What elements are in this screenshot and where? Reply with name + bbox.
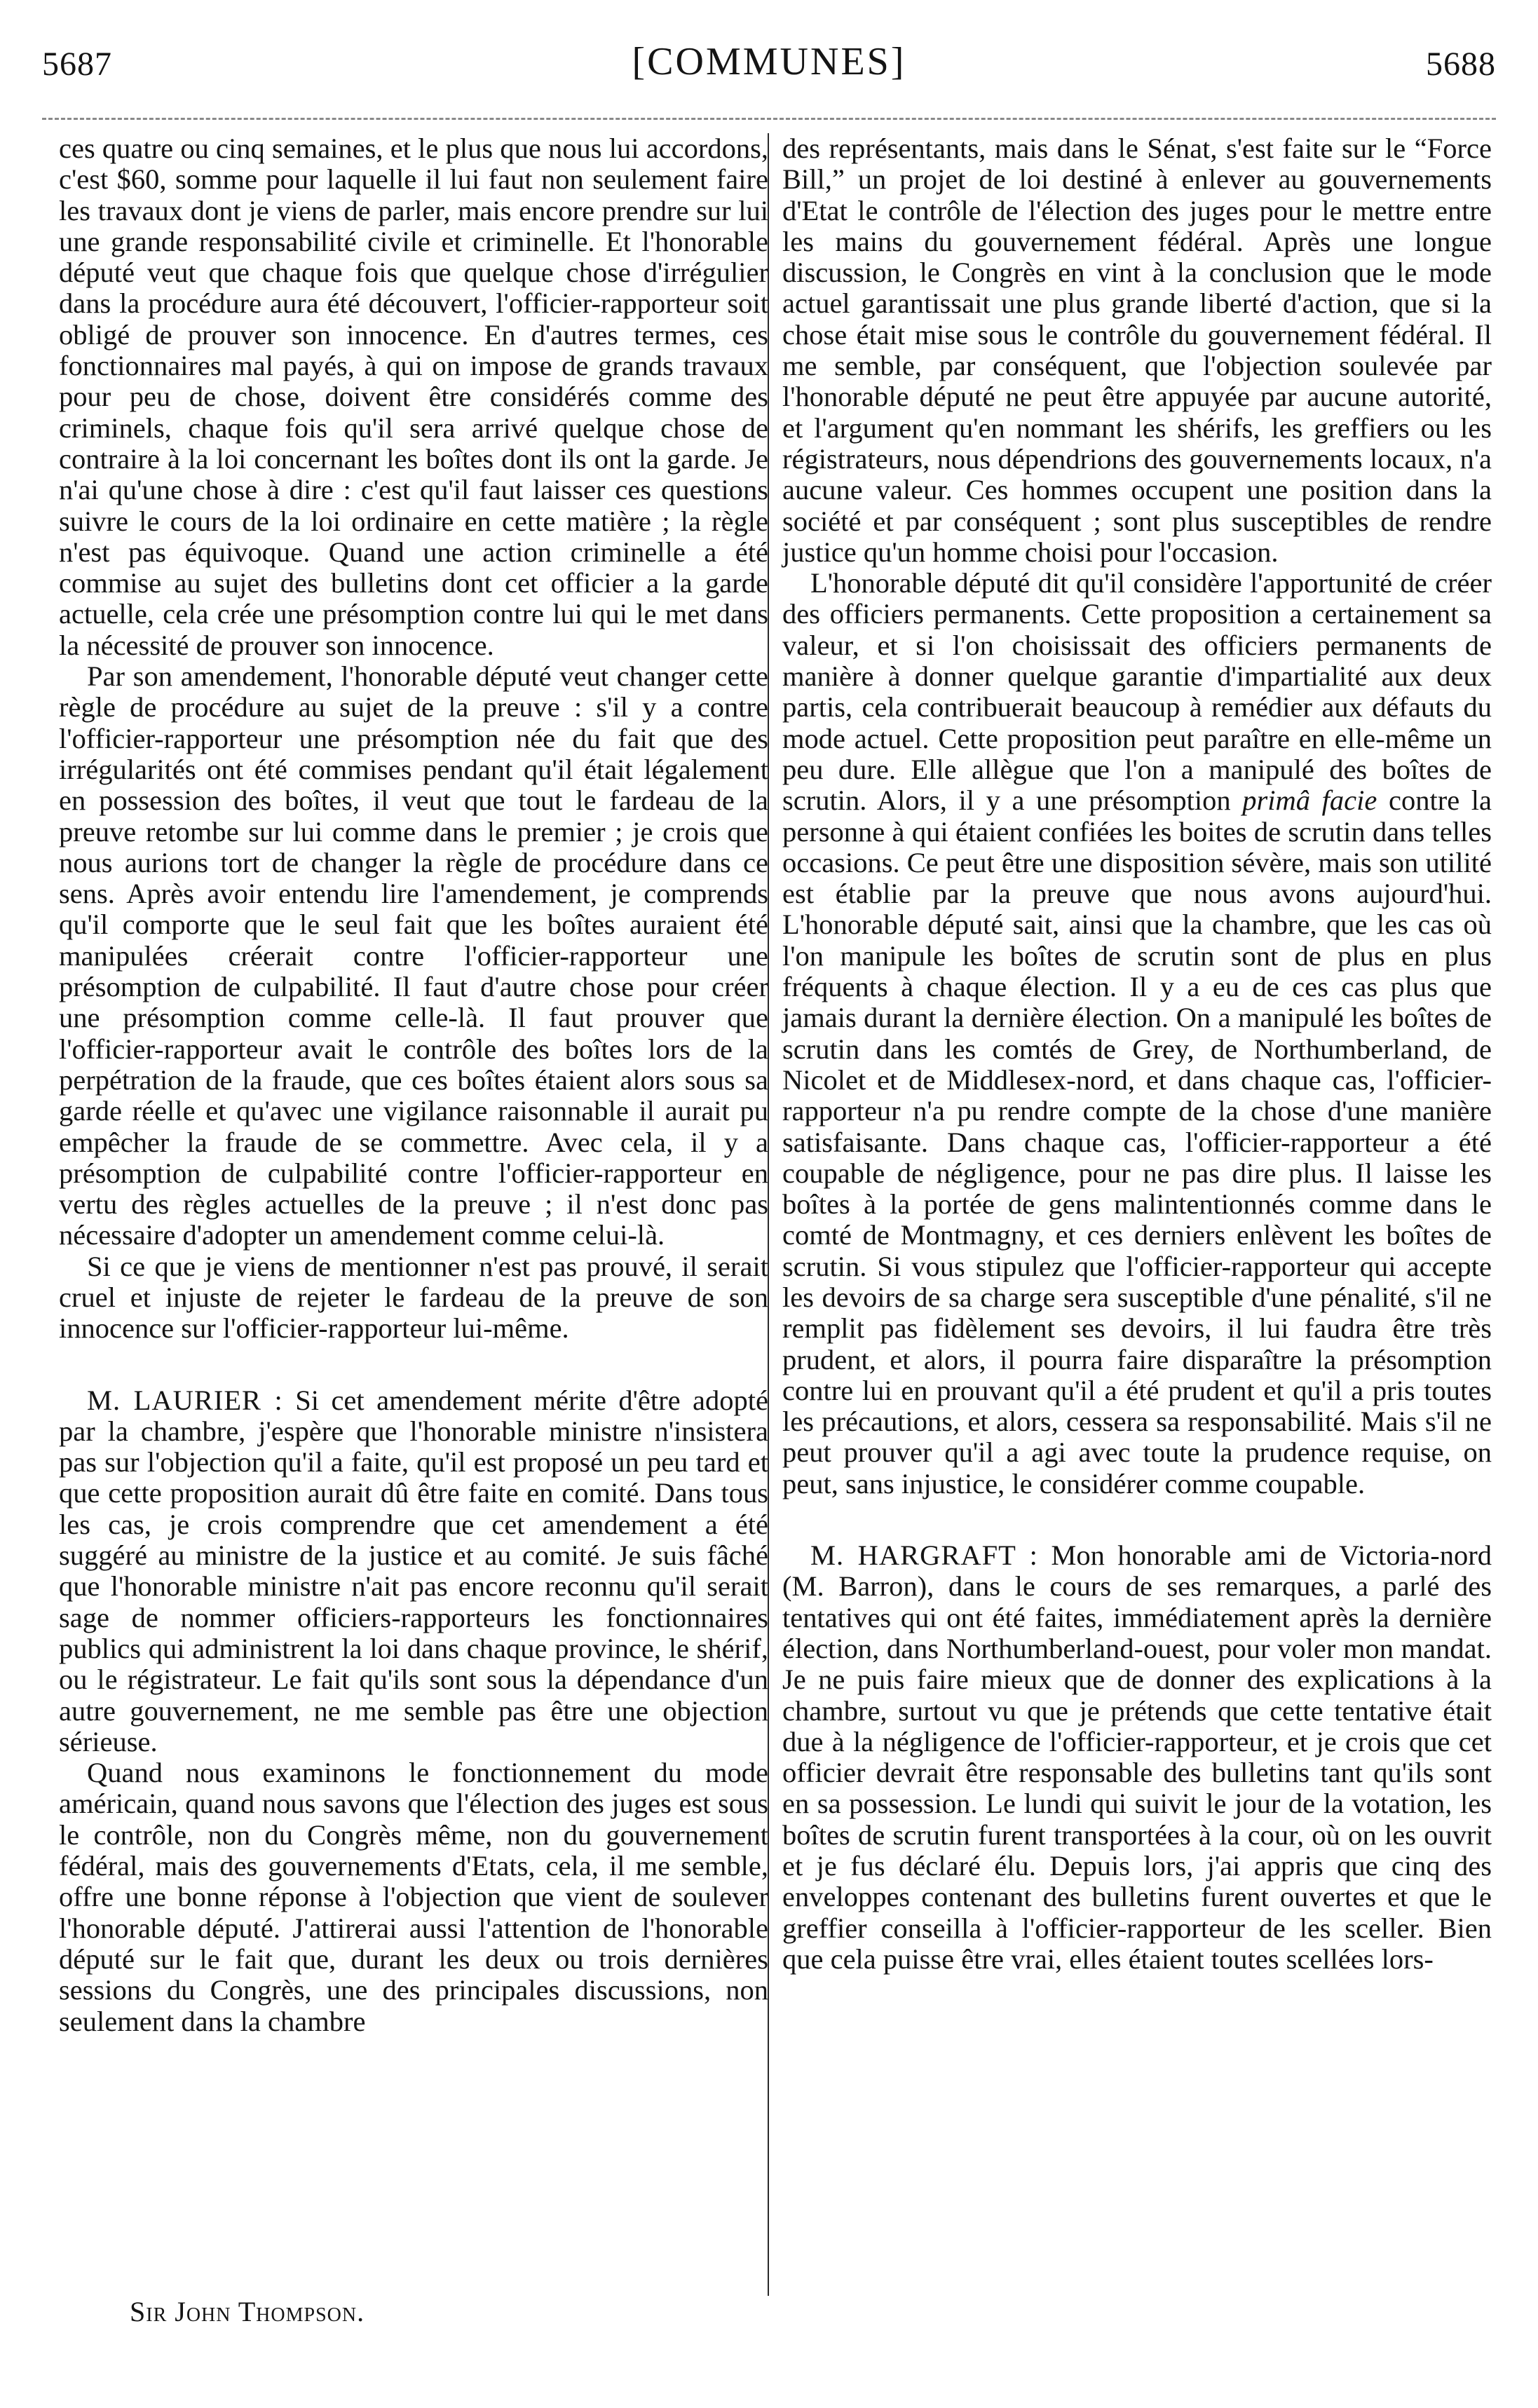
speech-text: Si cet amendement mérite d'être adopté par la chambre, j'espère que l'honorable ministre n'insistera pas sur l'objection qu'il a faite, qu'il est proposé un peu tard et que cette proposition aurait dû être faite en comité. Dans tous les cas, je crois comprendre que cet amendement a été suggéré au ministre de la justice et au comité. Je suis fâché que l'honorable ministre n'ait pas encore reconnu qu'il serait sage de nommer officiers-rapporteurs les fonctionnaires publics qui administrent la loi dans chaque province, le shérif, ou le régistrateur. Le fait qu'ils sont sous la dépendance d'un autre gouvernement, ne me semble pas être une objection sérieuse. [59,1384,769,1757]
footer-running-name: Sir John Thompson. [130,2296,365,2327]
italic-phrase: primâ facie [1242,784,1377,817]
text-run: L'honorable député dit qu'il considère l'apportunité de créer des officiers permanents. Cette proposition a certainement sa valeur, et si l'on choisissait des officiers permanents de manière à donner quelque garantie d'impartialité aux deux partis, cela contribuerait beaucoup à remédier aux défauts du mode actuel. Cette proposition peut paraître en elle-même un peu dure. Elle allègue que l'on a manipulé des boîtes de scrutin. Alors, il y a une présomption [782,567,1492,817]
paragraph: Quand nous examinons le fonctionnement du mode américain, quand nous savons que l'élection des juges est sous le contrôle, non du Congrès même, non du gouvernement fédéral, mais des gouvernements d'Etats, cela, il me semble, offre une bonne réponse à l'objection que vient de soulever l'honorable député. J'attirerai aussi l'attention de l'honorable député sur le fait que, durant les deux ou trois dernières sessions du Congrès, une des principales discussions, non seulement dans la chambre [59,1757,768,2037]
speech-paragraph [59,1385,768,1758]
paragraph: des représentants, mais dans le Sénat, s'est faite sur le “Force Bill,” un projet de loi destiné à enlever au gouvernements d'Etat le contrôle de l'élection des juges pour le mettre entre les mains du gouvernement fédéral. Après une longue discussion, le Congrès en vint à la conclusion que le mode actuel garantissait une plus grande liberté d'action, que si la chose était mise sous le contrôle du gouvernement fédéral. Il me semble, par conséquent, que l'objection soulevée par l'honorable député ne peut être appuyée par aucune autorité, et l'argument qu'en nommant les shérifs, les greffiers ou les régistrateurs, nous dépendrions des gouvernements locaux, n'a aucune valeur. Ces hommes occupent une position dans la société et par conséquent ; sont plus susceptibles de rendre justice qu'un homme choisi pour l'occasion. [782,132,1492,568]
paragraph: ces quatre ou cinq semaines, et le plus que nous lui accordons, c'est $60, somme pour laquelle il lui faut non seulement faire les travaux dont je viens de parler, mais encore prendre sur lui une grande responsabilité civile et criminelle. Et l'honorable député veut que chaque fois que quelque chose d'irrégulier dans la procédure aura été découvert, l'officier-rapporteur soit obligé de prouver son innocence. En d'autres termes, ces fonctionnaires mal payés, à qui on impose de grands travaux pour peu de chose, doivent être considérés comme des criminels, chaque fois qu'il sera arrivé quelque chose de contraire à la loi concernant les boîtes dont ils ont la garde. Je n'ai qu'une chose à dire : c'est qu'il faut laisser ces questions suivre le cours de la loi ordinaire en cette matière ; la règle n'est pas équivoque. Quand une action criminelle a été commise au sujet des bulletins dont cet officier a la garde actuelle, cela crée une présomption contre lui qui le met dans la nécessité de prouver son innocence. [59,132,768,661]
paragraph: Par son amendement, l'honorable député veut changer cette règle de procédure au sujet de la preuve : s'il y a contre l'officier-rapporteur une présomption née du fait que des irrégularités ont été commises pendant qu'il était légalement en possession des boîtes, il veut que tout le fardeau de la preuve retombe sur lui comme dans le premier ; je crois que nous aurions tort de changer la règle de procédure dans ce sens. Après avoir entendu lire l'amendement, je comprends qu'il comporte que le seul fait que les boîtes auraient été manipulées créerait contre l'officier-rapporteur une présomption de culpabilité. Il faut d'autre chose pour créer une présomption comme celle-là. Il faut prouver que l'officier-rapporteur avait le contrôle des boîtes lors de la perpétration de la fraude, que ces boîtes étaient alors sous sa garde réelle et qu'avec une vigilance raisonnable il aurait pu empêcher la fraude de se commettre. Avec cela, il y a présomption de culpabilité contre l'officier-rapporteur en vertu des règles actuelles de la preuve ; il n'est donc pas nécessaire d'adopter un amendement comme celui-là. [59,660,768,1251]
speaker-name: M. HARGRAFT : [810,1539,1038,1572]
page-header [42,35,1496,98]
text-run: contre la personne à qui étaient confiées les boites de scrutin dans telles occasions. Ce peut être une disposition sévère, mais son utilité est établie par la preuve que nous avons aujourd'hui. L'honorable député sait, ainsi que la chambre, que les cas où l'on manipule les boîtes de scrutin sont de plus en plus fréquents à chaque élection. Il y a eu de ces cas plus que jamais durant la dernière élection. On a manipulé les boîtes de scrutin dans les comtés de Grey, de Northumberland, de Nicolet et de Middlesex-nord, et dans chaque cas, l'officier-rapporteur n'a pu rendre compte de la chose d'une manière satisfaisante. Dans chaque cas, l'officier-rapporteur a été coupable de négligence, pour ne pas dire plus. Il laisse les boîtes à la portée de gens malintentionnés comme dans le comté de Montmagny, et ces derniers enlèvent les boîtes de scrutin. Si vous stipulez que l'officier-rapporteur qui accepte les devoirs de sa charge sera susceptible d'une pénalité, s'il ne remplit pas fidèlement ses devoirs, il lui faudra être très prudent, et alors, il pourra faire disparaître la présomption contre lui en prouvant qu'il a été prudent et qu'il a pris toutes les précautions, et alors, cessera sa responsabilité. Mais s'il ne peut prouver qu'il a agi avec toute la prudence requise, on peut, sans injustice, le considérer comme coupable. [782,784,1492,1499]
speaker-name: M. LAURIER : [87,1384,283,1416]
speech-paragraph [782,1540,1492,1975]
speech-text: Mon honorable ami de Victoria-nord (M. Barron), dans le cours de ses remarques, a parlé des tentatives qui ont été faites, immédiatement après la dernière élection, dans Northumberland-ouest, pour voler mon mandat. Je ne puis faire mieux que de donner des explications à la chambre, surtout vu que je prétends que cette tentative était due à la négligence de l'officier-rapporteur, et je crois que cet officier devrait être responsable des bulletins tant qu'ils sont en sa possession. Le lundi qui suivit le jour de la votation, les boîtes de scrutin furent transportées à la cour, où on les ouvrit et je fus déclaré élu. Depuis lors, j'ai appris que cinq des enveloppes contenant des bulletins furent ouvertes et que le greffier conseilla à l'officier-rapporteur de les sceller. Bien que cela puisse être vrai, elles étaient toutes scellées lors- [782,1539,1492,1975]
page-number-right: 5688 [1426,46,1496,83]
running-title: [COMMUNES] [632,40,906,83]
page-number-left: 5687 [42,46,112,83]
paragraph [782,568,1492,1499]
column-divider [768,133,769,2296]
paragraph: Si ce que je viens de mentionner n'est pas prouvé, il serait cruel et injuste de rejeter le fardeau de la preuve de son innocence sur l'officier-rapporteur lui-même. [59,1250,768,1345]
right-column [782,133,1492,1975]
left-column [59,133,768,2037]
header-rule [42,118,1496,120]
